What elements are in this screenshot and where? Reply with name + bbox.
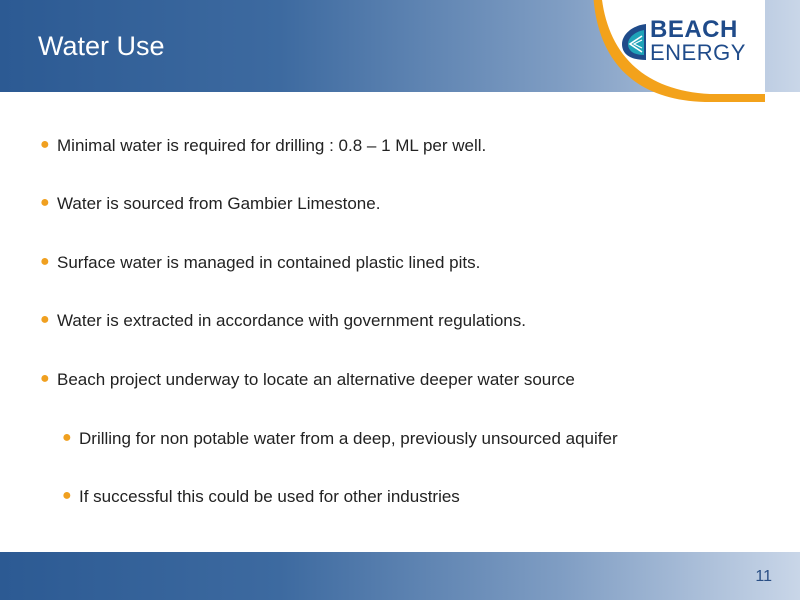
bullet-dot-icon: ●	[40, 194, 50, 211]
page-number: 11	[755, 568, 772, 585]
bullet-dot-icon: ●	[40, 253, 50, 270]
bullet-text: Minimal water is required for drilling : 0.8 – 1 ML per well.	[57, 136, 487, 155]
bullet-dot-icon: ●	[40, 370, 50, 387]
bullet-dot-icon: ●	[40, 136, 50, 153]
bullet-dot-icon: ●	[40, 311, 50, 328]
bullet-dot-icon: ●	[62, 429, 72, 446]
bullet-text: Surface water is managed in contained plastic lined pits.	[57, 253, 481, 272]
bullet-text: Water is extracted in accordance with government regulations.	[57, 311, 526, 330]
shell-icon	[620, 22, 648, 62]
bullet-text: Drilling for non potable water from a deep, previously unsourced aquifer	[79, 429, 618, 448]
bullet-text: If successful this could be used for other industries	[79, 487, 460, 506]
bullet-dot-icon: ●	[62, 487, 72, 504]
bullet-text: Beach project underway to locate an alternative deeper water source	[57, 370, 575, 389]
slide-title: Water Use	[38, 31, 165, 61]
bullet-text: Water is sourced from Gambier Limestone.	[57, 194, 381, 213]
logo-text-energy: ENERGY	[650, 40, 746, 65]
logo-text-beach: BEACH	[650, 16, 738, 43]
beach-energy-logo	[620, 18, 750, 68]
footer-banner	[0, 552, 800, 600]
